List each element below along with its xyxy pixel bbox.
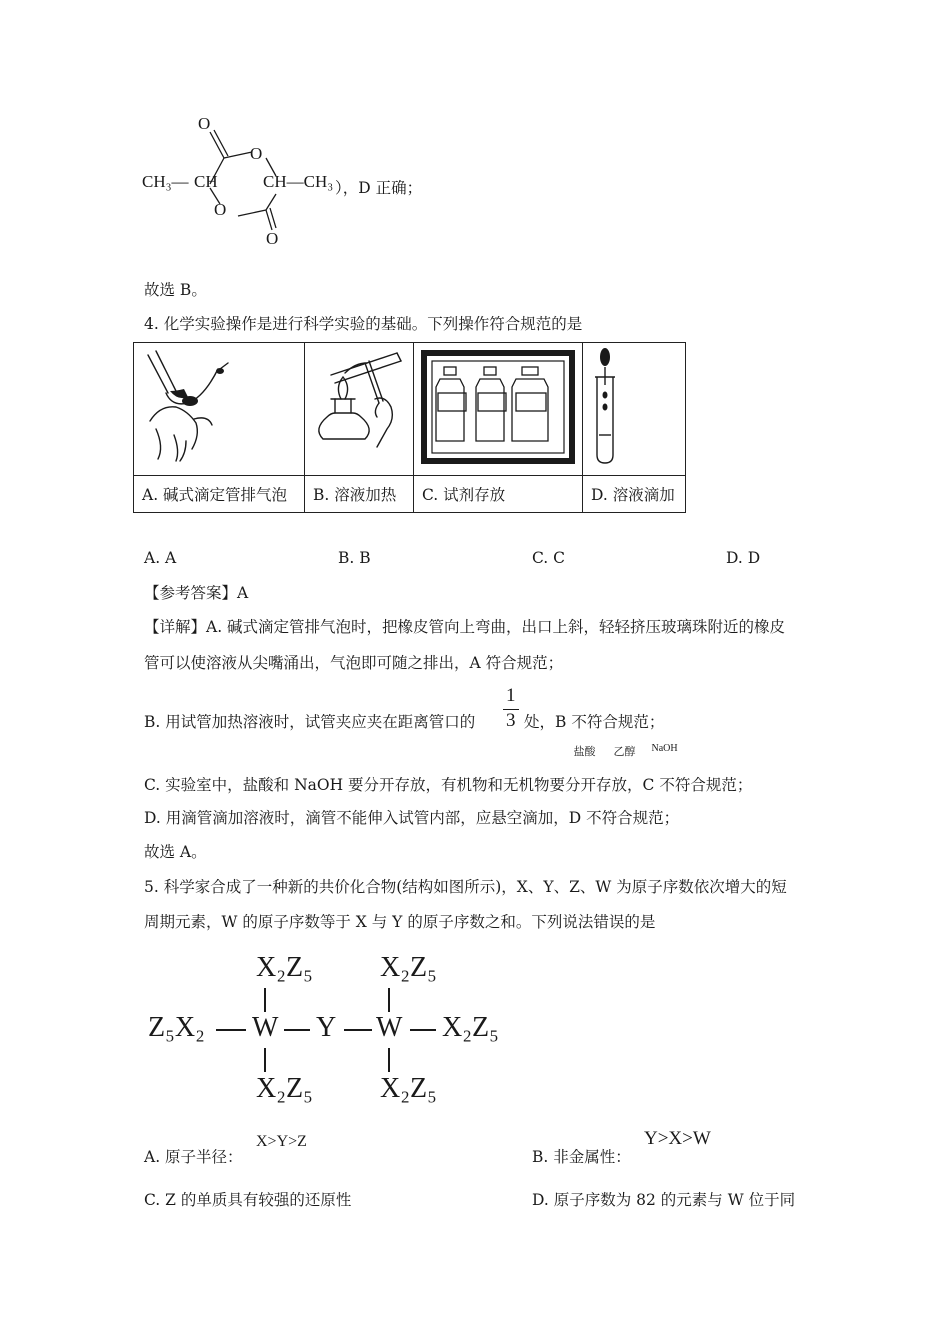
bottom-right-group: X₂Z₅ xyxy=(380,1073,437,1104)
image-cell-a xyxy=(134,343,305,476)
fraction-denominator: 3 xyxy=(506,710,516,731)
bottle-label-hcl: 盐酸 xyxy=(573,744,596,758)
ring-oxygen-top: O xyxy=(250,144,263,163)
bond-top-right xyxy=(388,988,390,1012)
heating-illustration xyxy=(305,343,413,471)
bond-left xyxy=(216,1029,246,1031)
center-left-w: W xyxy=(252,1012,279,1043)
q4-answer: 【参考答案】A xyxy=(144,584,249,602)
bond-right xyxy=(410,1029,436,1031)
caption-d: D. 溶液滴加 xyxy=(583,476,686,513)
q5-stem-line2: 周期元素，W 的原子序数等于 X 与 Y 的原子序数之和。下列说法错误的是 xyxy=(144,913,656,931)
image-cell-b xyxy=(305,343,414,476)
q4-explain-b-pre: B. 用试管加热溶液时，试管夹应夹在距离管口的 xyxy=(144,713,476,731)
q5-option-a-label: A. 原子半径： xyxy=(144,1148,243,1166)
q4-stem: 4. 化学实验操作是进行科学实验的基础。下列操作符合规范的是 xyxy=(144,315,583,333)
top-right-group: X₂Z₅ xyxy=(380,952,437,983)
ring-oxygen-bottom: O xyxy=(214,200,227,219)
q5-stem-line1: 5. 科学家合成了一种新的共价化合物(结构如图所示)，X、Y、Z、W 为原子序数依次增大的短 xyxy=(144,878,787,896)
right-ch-methyl: CH—CH₃ xyxy=(263,172,334,191)
q5-option-d: D. 原子序数为 82 的元素与 W 位于同 xyxy=(532,1191,796,1209)
bond-top-left xyxy=(264,988,266,1012)
left-ch: CH xyxy=(194,172,218,191)
right-group: X₂Z₅ xyxy=(442,1012,499,1043)
bond-bottom-right xyxy=(388,1048,390,1072)
bond-bottom-left xyxy=(264,1048,266,1072)
q5-option-a-formula: X>Y>Z xyxy=(256,1133,307,1150)
q4-explain-c: C. 实验室中，盐酸和 NaOH 要分开存放，有机物和无机物要分开存放，C 不符合规范； xyxy=(144,776,753,794)
bond-y-w-right xyxy=(344,1029,372,1031)
bond-w-y-left xyxy=(284,1029,310,1031)
dropper-illustration xyxy=(583,343,685,471)
carbonyl-oxygen-bottom: O xyxy=(266,229,279,248)
bottle-label-ethanol: 乙醇 xyxy=(613,744,636,758)
q4-option-b: B. B xyxy=(338,549,371,567)
q5-option-b-label: B. 非金属性： xyxy=(532,1148,631,1166)
burette-bubble-illustration xyxy=(134,343,304,471)
fraction-numerator: 1 xyxy=(506,685,516,706)
q4-explain-d: D. 用滴管滴加溶液时，滴管不能伸入试管内部，应悬空滴加，D 不符合规范； xyxy=(144,809,680,827)
image-cell-d xyxy=(583,343,686,476)
q4-option-a: A. A xyxy=(144,549,177,567)
q4-conclusion: 故选 A。 xyxy=(144,843,207,861)
q4-option-c: C. C xyxy=(532,549,566,567)
caption-c: C. 试剂存放 xyxy=(414,476,583,513)
q5-option-b-formula: Y>X>W xyxy=(644,1128,711,1149)
left-methyl: CH₃— xyxy=(142,172,189,191)
caption-b: B. 溶液加热 xyxy=(305,476,414,513)
bridge-y: Y xyxy=(316,1012,337,1043)
q4-option-d: D. D xyxy=(726,549,761,567)
bottom-left-group: X₂Z₅ xyxy=(256,1073,313,1104)
q4-explain-b-post: 处，B 不符合规范； xyxy=(524,713,665,731)
center-right-w: W xyxy=(376,1012,403,1043)
q4-explain-line1: 【详解】A. 碱式滴定管排气泡时，把橡皮管向上弯曲，出口上斜，轻轻挤压玻璃珠附近的橡皮 xyxy=(144,618,786,636)
conclusion-q3: 故选 B。 xyxy=(144,281,207,299)
caption-a: A. 碱式滴定管排气泡 xyxy=(134,476,305,513)
q4-explain-line2: 管可以使溶液从尖嘴涌出，气泡即可随之排出，A 符合规范； xyxy=(144,654,564,672)
carbonyl-oxygen-top: O xyxy=(198,114,211,133)
bottle-label-naoh: NaOH xyxy=(651,742,678,754)
left-group: Z₅X₂ xyxy=(148,1012,205,1043)
reagent-cabinet-illustration xyxy=(414,343,582,471)
top-left-group: X₂Z₅ xyxy=(256,952,313,983)
structure-suffix: ），D 正确； xyxy=(335,179,423,197)
q5-option-c: C. Z 的单质具有较强的还原性 xyxy=(144,1191,352,1209)
